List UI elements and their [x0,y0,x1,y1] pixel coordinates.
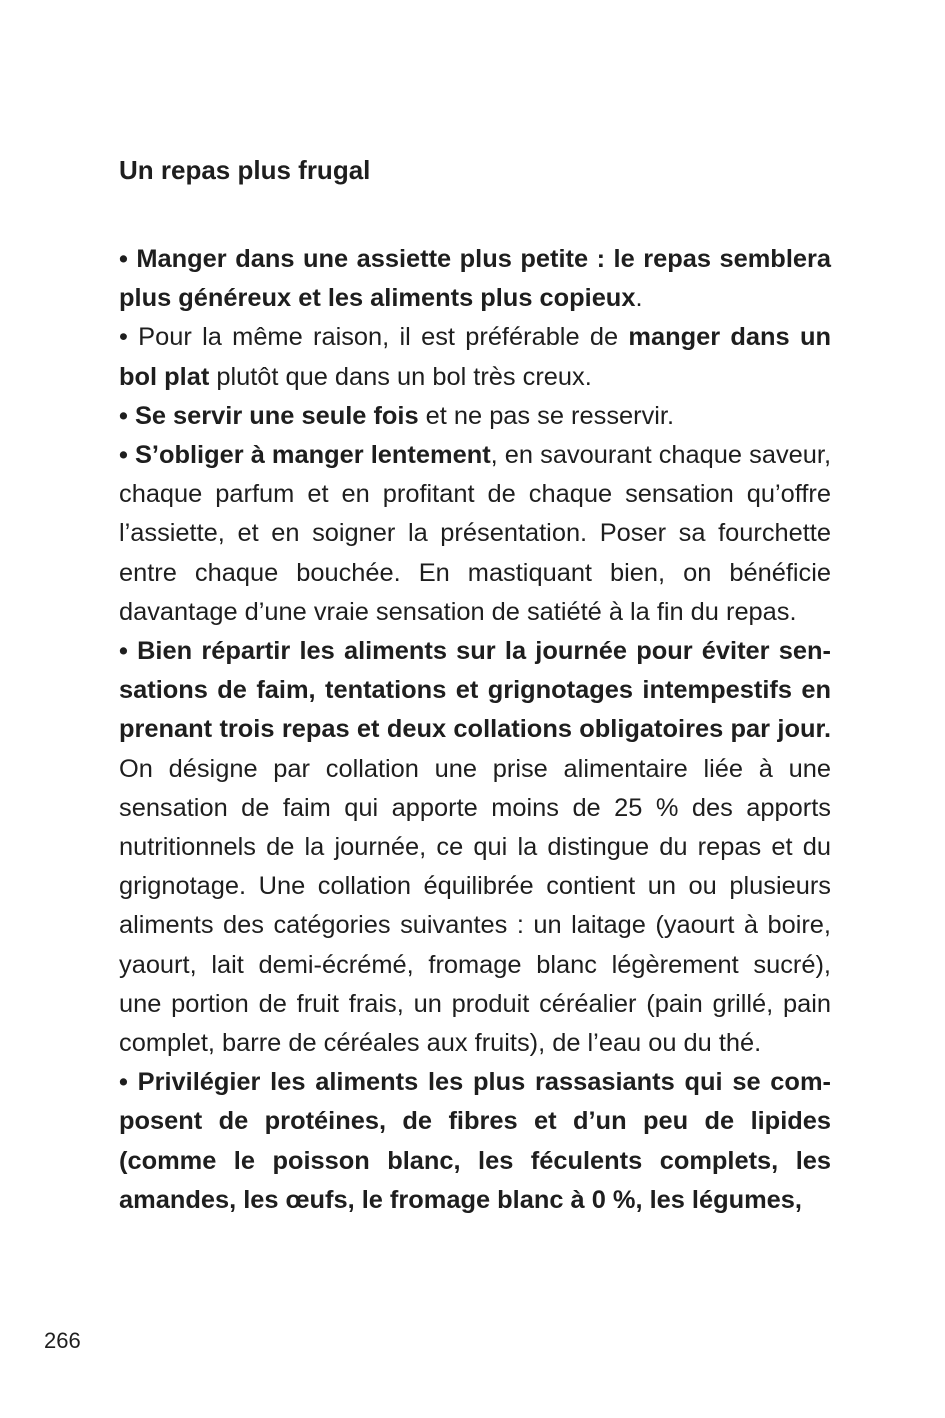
bullet-paragraph-5 [119,632,831,1063]
bullet-5-bold: • Bien répartir les aliments sur la journée pour éviter sensations de faim, tentations et grignotages intempestifs en prenant trois repas et deux collations obligatoires par jour. [119,637,831,744]
bullet-3-bold: • Se servir une seule fois [119,401,419,430]
section-heading: Un repas plus frugal [119,155,371,185]
bullet-2-bold: manger dans un bol plat [119,323,831,391]
bullet-5-text: On désigne par collation une prise alimentaire liée à une sensation de faim qui apporte moins de 25 % des apports nutritionnels de la journée, ce qui la distingue du repas et du grignotage. Une collation équilibrée contient un ou plusieurs aliments des catégories suivantes : un laitage (yaourt à boire, yaourt, lait demi-écrémé, fromage blanc légèrement sucré), une portion de fruit frais, un produit céréalier (pain grillé, pain complet, barre de céréales aux fruits), de l’eau ou du thé. [119,754,831,1058]
bullet-paragraph-6 [119,1063,831,1220]
bullet-4-text: , en savourant chaque saveur, chaque parfum et en profitant de chaque sensation qu’offre l’assiette, et en soigner la présentation. Poser sa fourchette entre chaque bouchée. En mastiquant bien, on bénéficie davantage d’une vraie sensation de satiété à la fin du repas. [119,441,831,626]
page-body [119,150,831,1220]
bullet-paragraph-2 [119,318,831,396]
bullet-3-text: et ne pas se resservir. [418,401,675,430]
bullet-2-text-a: • Pour la même raison, il est préférable de [119,323,629,352]
bullet-paragraph-3 [119,397,831,436]
page-number: 266 [44,1328,81,1353]
bullet-2-text-b: plutôt que dans un bol très creux. [209,362,592,391]
bullet-paragraph-1 [119,240,831,318]
bullet-1-text: . [635,284,643,313]
bullet-paragraph-4 [119,436,831,632]
bullet-list [119,240,831,1220]
bullet-1-bold: • Manger dans une assiette plus petite : le repas semblera plus généreux et les aliments plus copieux [119,245,831,313]
bullet-4-bold: • S’obliger à manger lentement [119,441,491,470]
bullet-6-bold: • Privilégier les aliments les plus rassasiants qui se composent de protéines, de fibres et d’un peu de lipides (comme le poisson blanc, les féculents complets, les amandes, les œufs, le fromage blanc à 0 %, les légumes, [119,1068,831,1214]
